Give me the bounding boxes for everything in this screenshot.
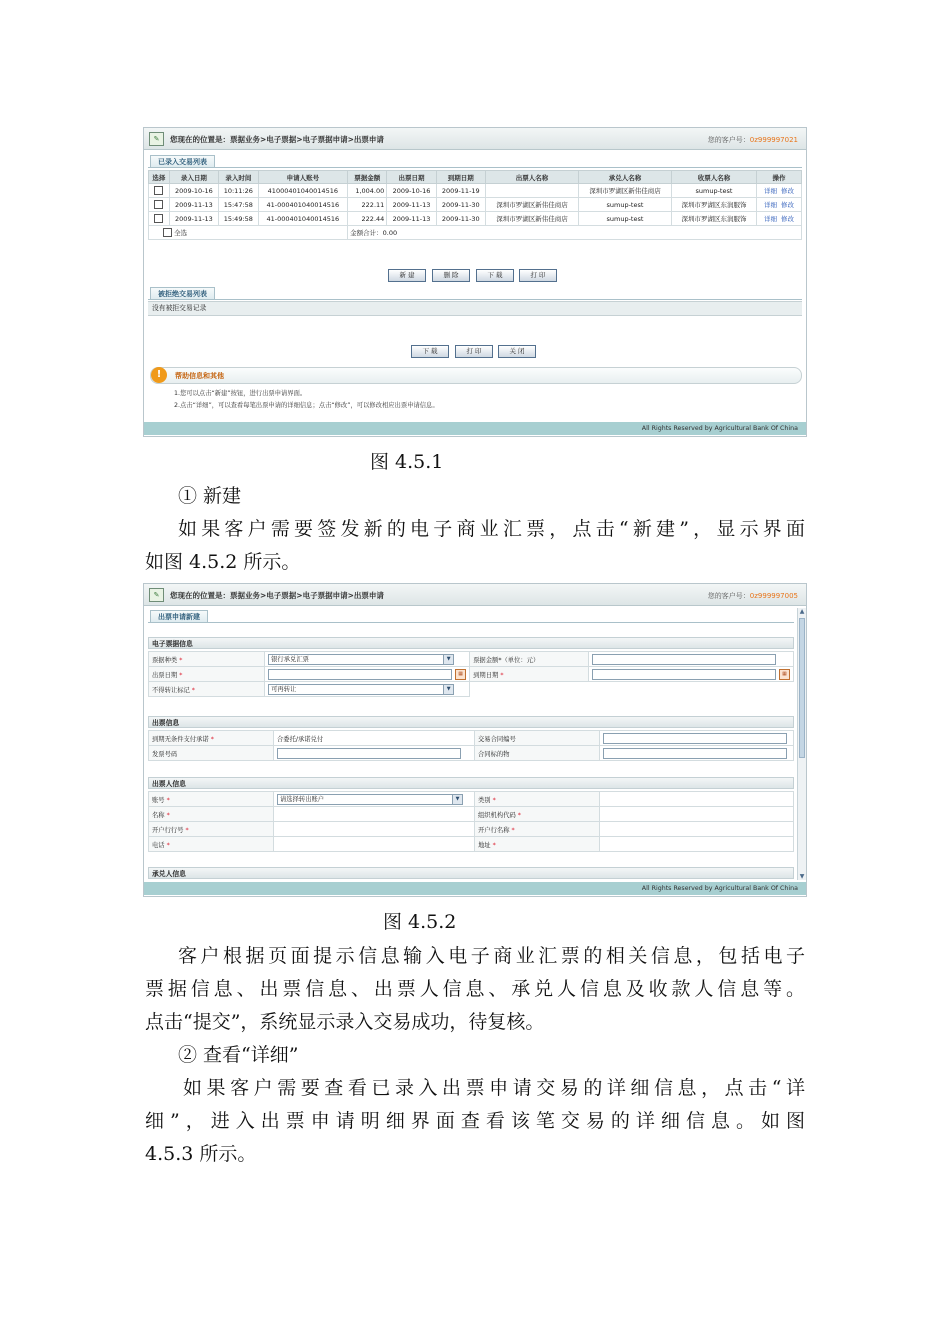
step-2-title: ② 查看“详细” [178, 1044, 299, 1066]
paragraph-3-line-2: 细”，进入出票申请明细界面查看该笔交易的详细信息。如图 [145, 1110, 805, 1132]
detail-link[interactable]: 详细 [763, 215, 777, 223]
print-button[interactable]: 打 印 [519, 269, 557, 282]
issue-date: 2009-11-13 [387, 198, 436, 212]
phone-value [274, 837, 475, 852]
copyright-footer [144, 422, 806, 435]
table-row [149, 198, 802, 212]
download-button[interactable]: 下 载 [476, 269, 514, 282]
drawer-name: 深圳市罗湖区新伟佳商店 [485, 212, 578, 226]
payee-name: 深圳市罗湖区东润服饰 [671, 198, 756, 212]
col-header: 出票人名称 [485, 171, 578, 184]
acceptor-name: sumup-test [578, 198, 671, 212]
row-actions [756, 184, 801, 198]
issue-date-label: 出票日期 * [149, 667, 265, 682]
entry-date: 2009-11-13 [169, 198, 218, 212]
drawer-info-form [148, 791, 794, 852]
copyright-text: All Rights Reserved by Agricultural Bank Of China [641, 425, 798, 432]
address-label-text: 地址 [478, 841, 491, 849]
help-line-1: 1.您可以点击“新建”按钮，进行出票申请界面。 [174, 390, 307, 397]
section-acceptor-info: 承兑人信息 [148, 867, 794, 879]
help-line-2: 2.点击“详细”，可以查看每笔出票申请的详细信息；点击“修改”，可以修改相应出票申请信息。 [174, 402, 439, 409]
entered-transactions-table [148, 170, 802, 240]
copyright-text: All Rights Reserved by Agricultural Bank Of China [641, 885, 798, 892]
location-bar [144, 584, 806, 606]
org-code-value [600, 807, 794, 822]
issue-info-form [148, 730, 794, 761]
table-row [149, 212, 802, 226]
account-select[interactable] [277, 794, 463, 805]
table-summary-row [149, 226, 802, 240]
name-label: 名称 * [149, 807, 274, 822]
category-label-text: 类别 [478, 796, 491, 804]
customer-number-label: 您的客户号： [707, 592, 750, 600]
applicant-account: 41-000401040014516 [258, 212, 348, 226]
drawer-name: 深圳市罗湖区新伟佳商店 [485, 198, 578, 212]
entry-date: 2009-10-16 [169, 184, 218, 198]
invoice-number-label: 发票号码 [149, 746, 274, 761]
applicant-account: 41000401040014516 [258, 184, 348, 198]
step-1-title: ① 新建 [178, 485, 242, 507]
row-checkbox[interactable] [154, 186, 163, 195]
bill-amount: 222.44 [348, 212, 387, 226]
bill-amount: 1,004.00 [348, 184, 387, 198]
tab-rejected-transactions[interactable]: 被拒绝交易列表 [150, 287, 215, 300]
commitment-label: 到期无条件支付承诺 * [149, 731, 274, 746]
bank-name-label-text: 开户行名称 [478, 826, 510, 834]
entry-time: 15:47:58 [219, 198, 258, 212]
figure-4-5-2-screenshot [143, 583, 807, 897]
amount-label: 票据金额*（单位：元） [470, 652, 589, 667]
account-label-text: 账号 [152, 796, 165, 804]
bank-name-value [600, 822, 794, 837]
chevron-down-icon: ▼ [452, 795, 462, 804]
help-title: 帮助信息和其他 [175, 372, 224, 380]
detail-link[interactable]: 详细 [763, 201, 777, 209]
vertical-scrollbar[interactable] [797, 608, 806, 880]
no-rejected-message: 没有被拒交易记录 [148, 301, 802, 316]
figure-caption-1: 图 4.5.1 [370, 451, 444, 473]
detail-link[interactable]: 详细 [763, 187, 777, 195]
calendar-icon[interactable]: ▦ [455, 669, 466, 680]
applicant-account: 41-000401040014516 [258, 198, 348, 212]
transfer-flag-label: 不得转让标记 * [149, 682, 265, 697]
issue-date-input[interactable] [268, 669, 452, 680]
scrollbar-thumb[interactable] [799, 618, 805, 758]
print-button[interactable]: 打 印 [455, 345, 493, 358]
paragraph-2-line-2: 票据信息、出票信息、出票人信息、承兑人信息及收款人信息等。 [145, 978, 805, 1000]
col-header: 操作 [756, 171, 801, 184]
col-header: 出票日期 [387, 171, 436, 184]
entry-time: 15:49:58 [219, 212, 258, 226]
commitment-label-text: 到期无条件支付承诺 [152, 735, 209, 743]
contract-object-label: 合同标的物 [475, 746, 600, 761]
payee-name: sumup-test [671, 184, 756, 198]
tab-divider [148, 299, 802, 300]
transfer-flag-value: 可再转让 [271, 685, 297, 693]
close-button[interactable]: 关 闭 [498, 345, 536, 358]
transfer-flag-label-text: 不得转让标记 [152, 686, 190, 694]
due-date-label: 到期日期 * [470, 667, 589, 682]
figure-caption-2: 图 4.5.2 [383, 911, 457, 933]
contract-object-input[interactable] [603, 748, 787, 759]
paragraph-2-line-1: 客户根据页面提示信息输入电子商业汇票的相关信息，包括电子 [178, 945, 805, 967]
section-bill-info: 电子票据信息 [148, 637, 794, 649]
bank-number-label: 开户行行号 * [149, 822, 274, 837]
copyright-footer [144, 882, 806, 895]
customer-number [708, 135, 798, 145]
new-button[interactable]: 新 建 [388, 269, 426, 282]
row-actions [756, 212, 801, 226]
table-header-row [149, 171, 802, 184]
chevron-down-icon: ▼ [443, 685, 453, 694]
entry-time: 10:11:26 [219, 184, 258, 198]
col-header: 申请人账号 [258, 171, 348, 184]
tab-divider [148, 622, 794, 623]
breadcrumb: 您现在的位置是：票据业务>电子票据>电子票据申请>出票申请 [170, 135, 384, 144]
section-issue-info: 出票信息 [148, 716, 794, 728]
contract-number-label: 交易合同编号 [475, 731, 600, 746]
name-label-text: 名称 [152, 811, 165, 819]
amount-input[interactable] [592, 654, 776, 665]
customer-number-value: 0z999997005 [749, 592, 798, 600]
scroll-down-icon[interactable]: ▼ [799, 873, 805, 880]
bank-number-label-text: 开户行行号 [152, 826, 184, 834]
download-button[interactable]: 下 载 [411, 345, 449, 358]
tab-entered-transactions[interactable]: 已录入交易列表 [150, 155, 215, 168]
row-actions [756, 198, 801, 212]
row-checkbox[interactable] [154, 200, 163, 209]
address-value [600, 837, 794, 852]
due-date: 2009-11-30 [436, 212, 485, 226]
col-header: 选择 [149, 171, 170, 184]
bill-type-value: 银行承兑汇票 [271, 655, 309, 663]
figure-4-5-1-screenshot [143, 127, 807, 437]
customer-number-label: 您的客户号： [707, 136, 750, 144]
due-date: 2009-11-19 [436, 184, 485, 198]
issue-date: 2009-11-13 [387, 212, 436, 226]
due-date: 2009-11-30 [436, 198, 485, 212]
step-1-text-line-1: 如果客户需要签发新的电子商业汇票，点击“新建”，显示界面 [178, 518, 805, 540]
transfer-flag-select[interactable] [268, 684, 454, 695]
issue-date-label-text: 出票日期 [152, 671, 178, 679]
delete-button[interactable]: 删 除 [432, 269, 470, 282]
due-date-input[interactable] [592, 669, 776, 680]
acceptor-name: 深圳市罗湖区新伟佳商店 [578, 184, 671, 198]
paragraph-3-line-3: 4.5.3 所示。 [145, 1143, 257, 1165]
select-all-checkbox[interactable] [163, 228, 172, 237]
table-row [149, 184, 802, 198]
col-header: 承兑人名称 [578, 171, 671, 184]
info-icon: ! [151, 367, 167, 383]
bill-type-label-text: 票据种类 [152, 656, 178, 664]
category-value [600, 792, 794, 807]
org-code-label: 组织机构代码 * [475, 807, 600, 822]
bill-info-form [148, 651, 794, 697]
customer-number-value: 0z999997021 [749, 136, 798, 144]
col-header: 录入时间 [219, 171, 258, 184]
help-panel-header [150, 367, 802, 384]
breadcrumb: 您现在的位置是：票据业务>电子票据>电子票据申请>出票申请 [170, 591, 384, 600]
step-1-text-line-2: 如图 4.5.2 所示。 [145, 551, 301, 573]
tab-divider [148, 167, 802, 168]
modify-link[interactable]: 修改 [780, 187, 794, 195]
bill-type-label: 票据种类 * [149, 652, 265, 667]
paragraph-2-line-3: 点击“提交”，系统显示录入交易成功，待复核。 [145, 1011, 545, 1033]
location-bar [144, 128, 806, 150]
org-code-label-text: 组织机构代码 [478, 811, 516, 819]
account-label: 账号 * [149, 792, 274, 807]
modify-link[interactable]: 修改 [780, 201, 794, 209]
bank-name-label: 开户行名称 * [475, 822, 600, 837]
customer-number [708, 591, 798, 601]
modify-link[interactable]: 修改 [780, 215, 794, 223]
select-all-label: 全选 [174, 228, 188, 237]
calendar-icon[interactable]: ▦ [779, 669, 790, 680]
row-checkbox[interactable] [154, 214, 163, 223]
bank-number-value [274, 822, 475, 837]
scroll-up-icon[interactable]: ▲ [799, 608, 805, 615]
entry-date: 2009-11-13 [169, 212, 218, 226]
bank-logo-icon: ✎ [149, 588, 164, 602]
col-header: 到期日期 [436, 171, 485, 184]
col-header: 收票人名称 [671, 171, 756, 184]
tab-new-issue-application[interactable]: 出票申请新建 [150, 610, 208, 623]
bill-type-select[interactable] [268, 654, 454, 665]
due-date-label-text: 到期日期 [473, 671, 499, 679]
amount-total: 金额合计：0.00 [348, 226, 802, 240]
phone-label: 电话 * [149, 837, 274, 852]
address-label: 地址 * [475, 837, 600, 852]
section-drawer-info: 出票人信息 [148, 777, 794, 789]
chevron-down-icon: ▼ [443, 655, 453, 664]
drawer-name [485, 184, 578, 198]
invoice-number-input[interactable] [277, 748, 461, 759]
col-header: 录入日期 [169, 171, 218, 184]
bill-amount: 222.11 [348, 198, 387, 212]
paragraph-3-line-1: 如果客户需要查看已录入出票申请交易的详细信息，点击“详 [183, 1077, 805, 1099]
payee-name: 深圳市罗湖区东润服饰 [671, 212, 756, 226]
phone-label-text: 电话 [152, 841, 165, 849]
col-header: 票据金额 [348, 171, 387, 184]
acceptor-name: sumup-test [578, 212, 671, 226]
contract-number-input[interactable] [603, 733, 787, 744]
commitment-value: 合委托/承诺兑付 [274, 731, 475, 746]
account-placeholder: 请选择转出账户 [280, 795, 325, 803]
bank-logo-icon: ✎ [149, 132, 164, 146]
name-value [274, 807, 475, 822]
category-label: 类别 * [475, 792, 600, 807]
issue-date: 2009-10-16 [387, 184, 436, 198]
